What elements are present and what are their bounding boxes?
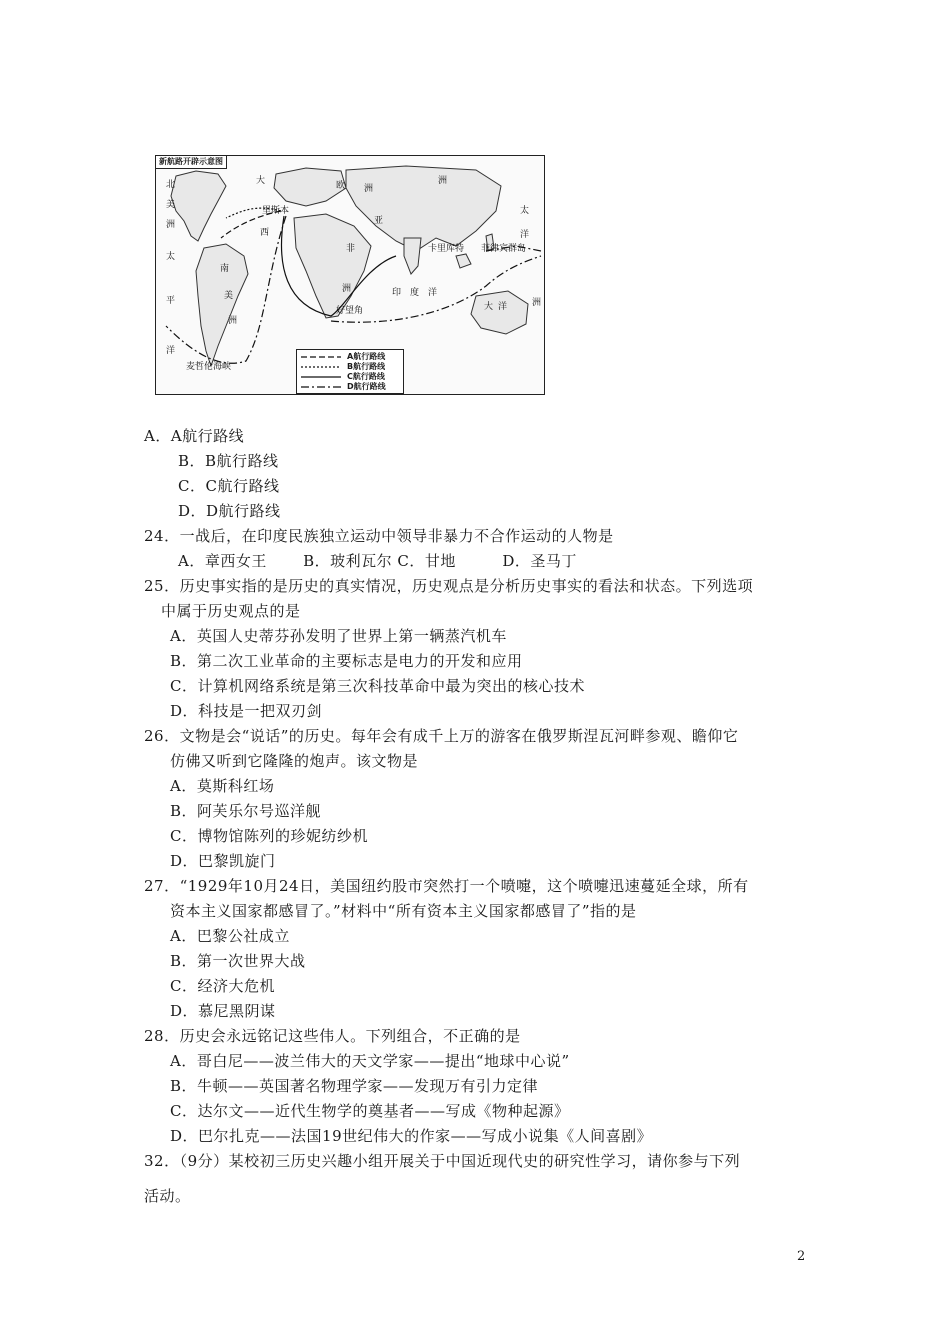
option-line: A．巴黎公社成立	[170, 927, 290, 945]
question-line: 26．文物是会“说话”的历史。每年会有成千上万的游客在俄罗斯涅瓦河畔参观、瞻仰它	[144, 727, 739, 745]
map-label-zhou7: 洲	[438, 176, 448, 186]
question-line: 25．历史事实指的是历史的真实情况，历史观点是分析历史事实的看法和状态。下列选项	[144, 577, 754, 595]
map-label-zhou2: 洲	[228, 316, 238, 326]
map-label-mei: 美	[224, 291, 234, 301]
page-number: 2	[797, 1249, 806, 1264]
map-label-calicut: 卡里库特	[428, 244, 465, 254]
legend-label: C航行路线	[347, 372, 385, 381]
question-line: 32．（9分）某校初三历史兴趣小组开展关于中国近现代史的研究性学习，请你参与下列	[144, 1152, 741, 1170]
map-label-zhou4: 洲	[342, 284, 352, 294]
option-line: C．博物馆陈列的珍妮纺纱机	[170, 827, 368, 845]
map-label-yang: 洋	[166, 346, 176, 356]
option-line: C．计算机网络系统是第三次科技革命中最为突出的核心技术	[170, 677, 585, 695]
map-label-nan: 南	[220, 264, 230, 274]
map-label-ping: 平	[166, 296, 176, 306]
legend-item	[301, 372, 401, 382]
map-legend	[296, 349, 404, 394]
option-line: A．莫斯科红场	[170, 777, 275, 795]
question-line: 中属于历史观点的是	[161, 602, 301, 620]
option-line: A．章西女王 B．玻利瓦尔 C．甘地 D．圣马丁	[178, 552, 577, 570]
option-line: C．达尔文——近代生物学的奠基者——写成《物种起源》	[170, 1102, 570, 1120]
question-line: 24．一战后，在印度民族独立运动中领导非暴力不合作运动的人物是	[144, 527, 614, 545]
legend-item	[301, 352, 401, 362]
option-line: C．C航行路线	[178, 477, 280, 495]
map-label-zhou: 洲	[166, 220, 176, 230]
option-line: A．A航行路线	[144, 427, 245, 445]
map-label-yang2: 洋	[520, 230, 530, 240]
legend-label: D航行路线	[347, 382, 386, 391]
map-label-america: 美	[166, 200, 176, 210]
question-line: 28．历史会永远铭记这些伟人。下列组合，不正确的是	[144, 1027, 521, 1045]
option-line: B．第二次工业革命的主要标志是电力的开发和应用	[170, 652, 523, 670]
option-line: D．科技是一把双刃剑	[170, 702, 323, 720]
map-label-xi: 西	[260, 228, 270, 238]
legend-item	[301, 382, 401, 392]
map-label-zhou3: 洲	[364, 184, 374, 194]
question-line: 活动。	[144, 1187, 191, 1205]
map-label-ou: 欧	[336, 181, 346, 191]
map-label-fei: 非	[346, 244, 356, 254]
option-line: B．牛顿——英国著名物理学家——发现万有引力定律	[170, 1077, 539, 1095]
legend-label: B航行路线	[347, 362, 386, 371]
map-label-tai2: 太	[520, 206, 530, 216]
question-line: 资本主义国家都感冒了。”材料中“所有资本主义国家都感冒了”指的是	[170, 902, 637, 920]
map-label-cape: 好望角	[336, 306, 364, 316]
route-map-figure	[155, 155, 545, 395]
option-line: B．第一次世界大战	[170, 952, 306, 970]
option-line: D．慕尼黑阴谋	[170, 1002, 276, 1020]
legend-item	[301, 362, 401, 372]
option-line: D．巴尔扎克——法国19世纪伟大的作家——写成小说集《人间喜剧》	[170, 1127, 653, 1145]
option-line: B．B航行路线	[178, 452, 279, 470]
map-label-zhou5: 洲	[532, 298, 542, 308]
map-label-north: 北	[166, 180, 176, 190]
map-label-philippines: 菲律宾群岛	[481, 244, 527, 254]
option-line: C．经济大危机	[170, 977, 275, 995]
map-label-tai: 太	[166, 252, 176, 262]
map-label-india-ocean: 印 度 洋	[392, 288, 438, 298]
map-label-yang3: 洋	[498, 302, 508, 312]
option-line: A．哥白尼——波兰伟大的天文学家——提出“地球中心说”	[170, 1052, 570, 1070]
map-label-lisbon: 里斯本	[262, 206, 290, 216]
option-line: D．D航行路线	[178, 502, 281, 520]
option-line: A．英国人史蒂芬孙发明了世界上第一辆蒸汽机车	[170, 627, 507, 645]
question-line: 27．“1929年10月24日，美国纽约股市突然打一个喷嚏，这个喷嚏迅速蔓延全球，所有	[144, 877, 749, 895]
legend-label: A航行路线	[347, 352, 386, 361]
question-line: 仿佛又听到它隆隆的炮声。该文物是	[170, 752, 419, 770]
map-title: 新航路开辟示意图	[156, 156, 227, 169]
map-label-da: 大	[256, 176, 266, 186]
option-line: B．阿芙乐尔号巡洋舰	[170, 802, 322, 820]
map-label-da2: 大	[484, 302, 494, 312]
map-label-magellan: 麦哲伦海峡	[186, 362, 232, 372]
map-label-ya: 亚	[374, 216, 384, 226]
option-line: D．巴黎凯旋门	[170, 852, 276, 870]
